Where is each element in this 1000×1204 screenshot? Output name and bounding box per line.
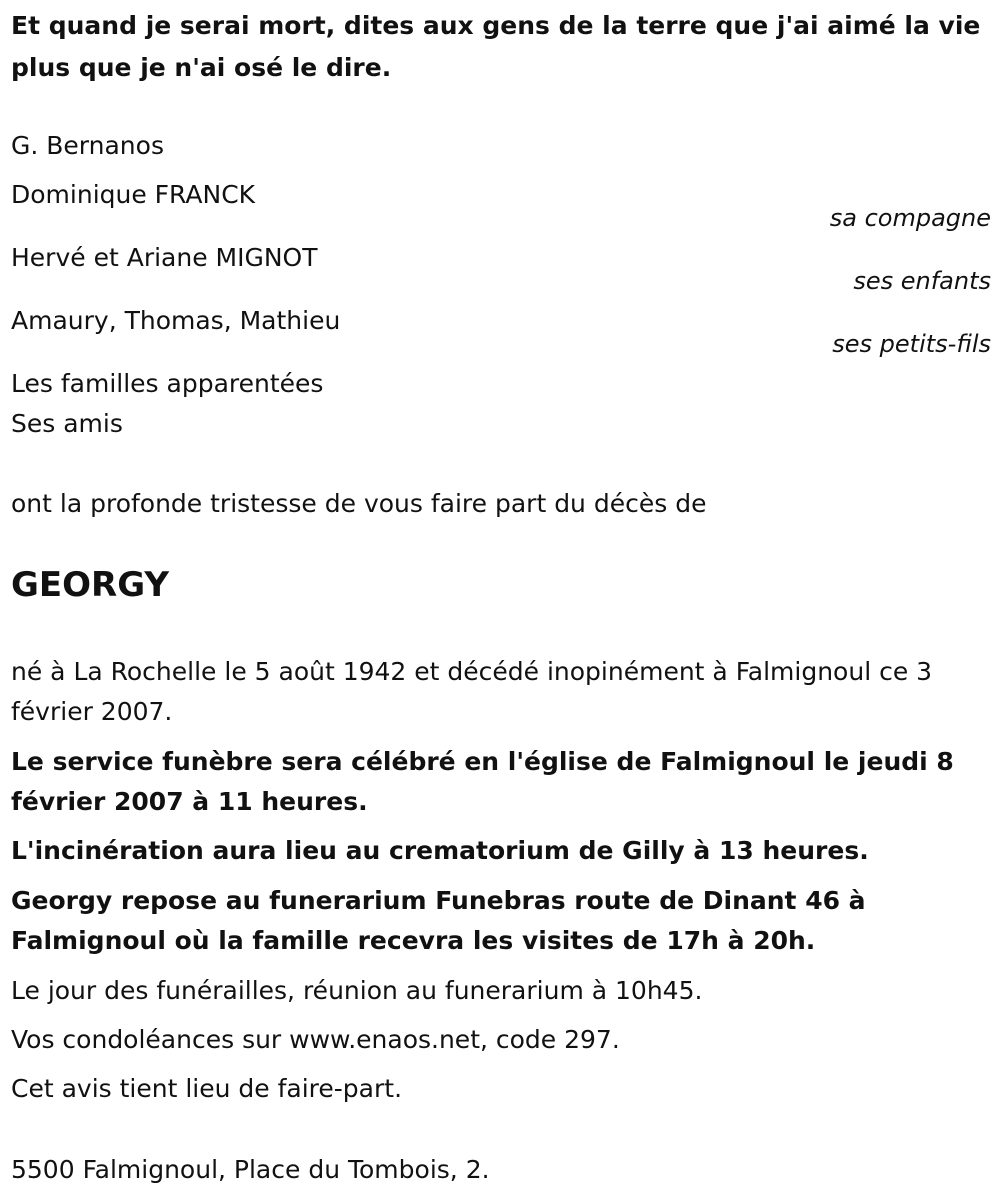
- quote-author: G. Bernanos: [11, 131, 164, 160]
- family-relation-grandchildren: ses petits-fils: [832, 330, 991, 358]
- other-relatives: Les familles apparentées: [11, 369, 324, 398]
- friends: Ses amis: [11, 409, 123, 438]
- condolences-info: Vos condoléances sur www.enaos.net, code 297.: [11, 1025, 620, 1054]
- funeral-meeting: Le jour des funérailles, réunion au funerarium à 10h45.: [11, 976, 703, 1005]
- announcement-text: ont la profonde tristesse de vous faire part du décès de: [11, 489, 707, 518]
- family-name-grandchildren: Amaury, Thomas, Mathieu: [11, 306, 341, 335]
- repose-line-2: Falmignoul où la famille recevra les visites de 17h à 20h.: [11, 926, 816, 955]
- cremation-info: L'incinération aura lieu au crematorium de Gilly à 13 heures.: [11, 836, 869, 865]
- quote-line-1: Et quand je serai mort, dites aux gens de la terre que j'ai aimé la vie: [11, 11, 981, 40]
- family-name-children: Hervé et Ariane MIGNOT: [11, 243, 318, 272]
- family-relation-partner: sa compagne: [829, 204, 991, 232]
- obituary-notice: [11, 0, 991, 1204]
- birth-death-line-2: février 2007.: [11, 697, 173, 726]
- quote-line-2: plus que je n'ai osé le dire.: [11, 53, 392, 82]
- birth-death-line-1: né à La Rochelle le 5 août 1942 et décédé inopinément à Falmignoul ce 3: [11, 657, 933, 686]
- address: 5500 Falmignoul, Place du Tombois, 2.: [11, 1155, 490, 1184]
- family-relation-children: ses enfants: [853, 267, 991, 295]
- deceased-name: GEORGY: [11, 565, 169, 605]
- family-name-partner: Dominique FRANCK: [11, 180, 256, 209]
- service-line-2: février 2007 à 11 heures.: [11, 787, 368, 816]
- repose-line-1: Georgy repose au funerarium Funebras route de Dinant 46 à: [11, 886, 866, 915]
- service-line-1: Le service funèbre sera célébré en l'église de Falmignoul le jeudi 8: [11, 747, 954, 776]
- notice-text: Cet avis tient lieu de faire-part.: [11, 1074, 403, 1103]
